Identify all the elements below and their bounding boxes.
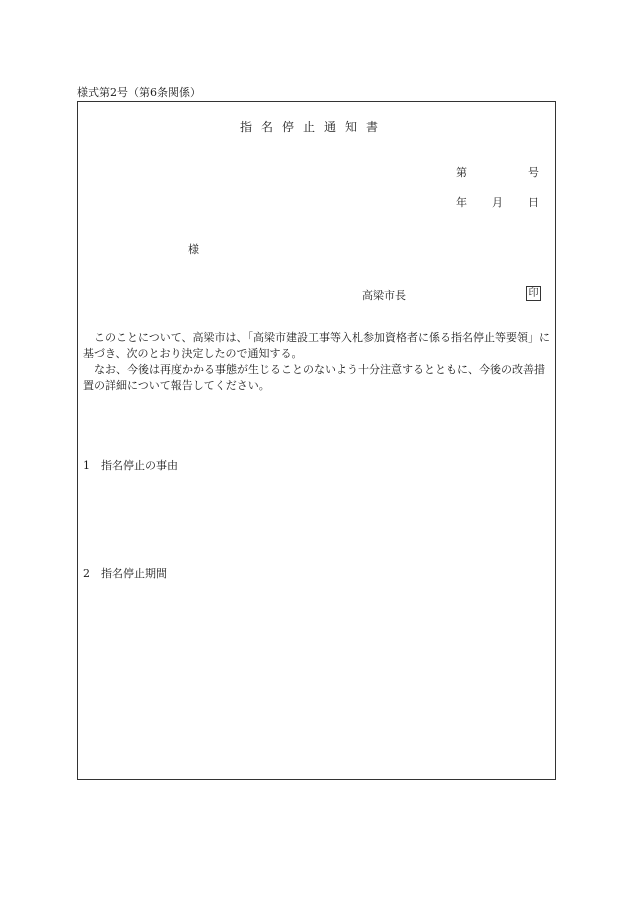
number-prefix: 第 — [456, 166, 467, 179]
form-number-label: 様式第2号（第6条関係） — [77, 86, 201, 99]
section-heading: 指名停止の事由 — [101, 459, 178, 472]
date-year: 年 — [456, 196, 467, 209]
body-paragraph-1: このことについて、高梁市は、「高梁市建設工事等入札参加資格者に係る指名停止等要領」に基づき、次のとおり決定したので通知する。 — [83, 331, 551, 360]
section-number: 1 — [83, 459, 90, 472]
section-suspension-reason — [83, 457, 178, 473]
body-paragraph-2: なお、今後は再度かかる事態が生じることのないよう十分注意するとともに、今後の改善措置の詳細について報告してください。 — [83, 363, 545, 392]
document-title: 指名停止通知書 — [240, 120, 388, 134]
section-heading: 指名停止期間 — [101, 567, 167, 580]
date-day: 日 — [528, 196, 539, 209]
section-suspension-period — [83, 565, 167, 581]
addressee-suffix: 様 — [188, 243, 199, 256]
document-frame — [77, 101, 556, 780]
section-number: 2 — [83, 567, 90, 580]
number-suffix: 号 — [528, 166, 539, 179]
sender-name: 高梁市長 — [362, 289, 406, 302]
date-month: 月 — [492, 196, 503, 209]
notice-body — [83, 330, 553, 394]
seal-mark: 印 — [526, 286, 541, 301]
